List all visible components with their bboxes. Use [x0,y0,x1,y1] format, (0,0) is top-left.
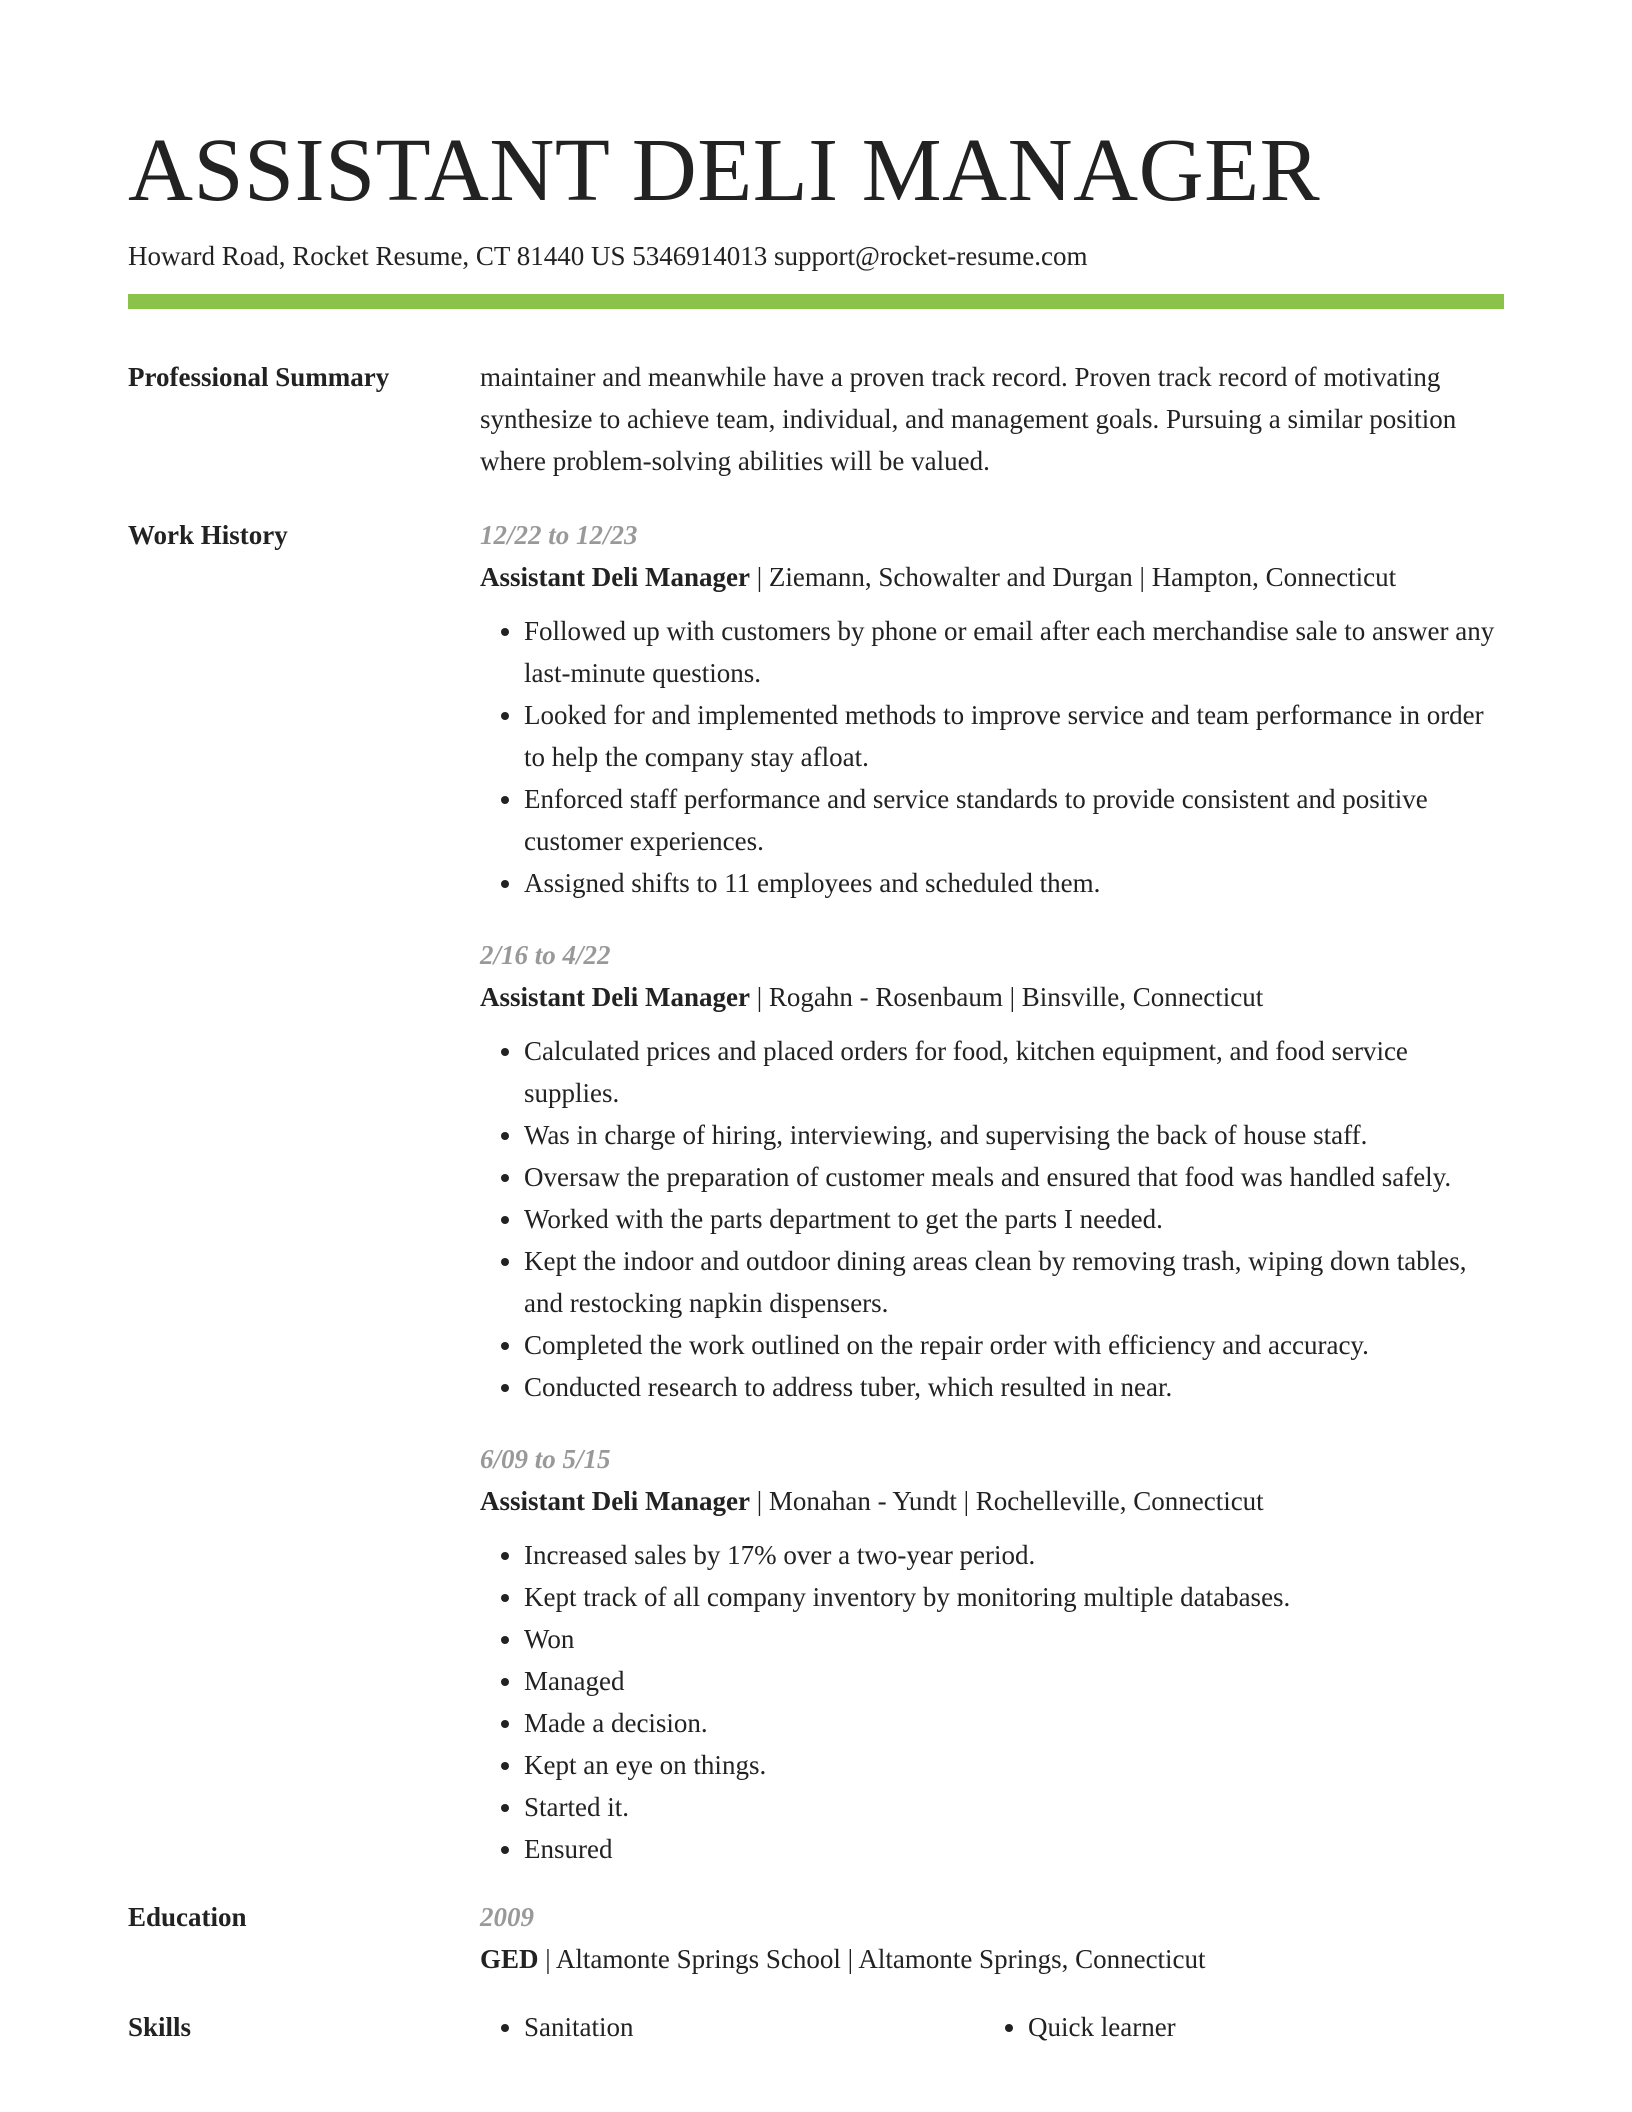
bullet-item: • Looked for and implemented methods to improve service and team performance in order to help the company stay afloat. [524,694,1504,778]
education-details: | Altamonte Springs School | Altamonte Springs, Connecticut [538,1944,1206,1974]
skills-label: Skills [128,2012,192,2042]
job-dates: 12/22 to 12/23 [480,520,638,550]
bullet-item: • Worked with the parts department to get the parts I needed. [524,1198,1504,1240]
bullet-item: • Assigned shifts to 11 employees and scheduled them. [524,862,1504,904]
job-heading [480,1480,1504,1522]
bullet-item: • Oversaw the preparation of customer meals and ensured that food was handled safely. [524,1156,1504,1198]
education-heading [480,1938,1504,1980]
bullet-item: • Completed the work outlined on the repair order with efficiency and accuracy. [524,1324,1504,1366]
job-bullets [480,1030,1504,1408]
skill-item: • Sanitation [524,2006,984,2048]
bullet-item: • Kept the indoor and outdoor dining areas clean by removing trash, wiping down tables, and restocking napkin dispensers. [524,1240,1504,1324]
education-degree: GED [480,1944,539,1974]
job-bullets [480,610,1504,904]
bullet-item: • Made a decision. [524,1702,1504,1744]
accent-divider [128,294,1504,309]
education-body [480,1896,1504,1980]
job-heading [480,556,1504,598]
job-title: Assistant Deli Manager [480,562,750,592]
bullet-item: • Enforced staff performance and service standards to provide consistent and positive customer experiences. [524,778,1504,862]
job-title: Assistant Deli Manager [480,1486,750,1516]
resume-name: ASSISTANT DELI MANAGER [128,121,1321,220]
job-details: | Monahan - Yundt | Rochelleville, Connecticut [749,1486,1264,1516]
job-details: | Ziemann, Schowalter and Durgan | Hampton, Connecticut [749,562,1397,592]
work-history-label: Work History [128,520,288,550]
skills-body [480,2006,1504,2048]
skills-column-2 [984,2006,1488,2048]
job-entry [480,1438,1504,1870]
education-year: 2009 [480,1902,534,1932]
bullet-item: • Managed [524,1660,1504,1702]
bullet-item: • Conducted research to address tuber, which resulted in near. [524,1366,1504,1408]
bullet-item: • Ensured [524,1828,1504,1870]
summary-text: maintainer and meanwhile have a proven track record. Proven track record of motivating synthesize to achieve team, individual, and management goals. Pursuing a similar position where problem-solving abilities will be valued. [480,362,1457,476]
job-bullets [480,1534,1504,1870]
bullet-item: • Won [524,1618,1504,1660]
job-details: | Rogahn - Rosenbaum | Binsville, Connecticut [749,982,1264,1012]
work-history-section [128,514,1504,1870]
bullet-item: • Kept an eye on things. [524,1744,1504,1786]
summary-label: Professional Summary [128,362,390,392]
contact-line: Howard Road, Rocket Resume, CT 81440 US 5346914013 support@rocket-resume.com [128,241,1088,271]
bullet-item: • Kept track of all company inventory by monitoring multiple databases. [524,1576,1504,1618]
job-entry [480,514,1504,904]
skills-section [128,2006,1504,2048]
resume-page [128,118,1504,2048]
job-dates: 2/16 to 4/22 [480,940,611,970]
job-title: Assistant Deli Manager [480,982,750,1012]
bullet-item: • Started it. [524,1786,1504,1828]
job-heading [480,976,1504,1018]
work-history-body [480,514,1504,1870]
job-entry [480,934,1504,1408]
education-section [128,1896,1504,1980]
skills-column-1 [480,2006,984,2048]
bullet-item: • Calculated prices and placed orders for food, kitchen equipment, and food service supplies. [524,1030,1504,1114]
bullet-item: • Was in charge of hiring, interviewing, and supervising the back of house staff. [524,1114,1504,1156]
education-label: Education [128,1902,247,1932]
bullet-item: • Followed up with customers by phone or email after each merchandise sale to answer any last-minute questions. [524,610,1504,694]
job-dates: 6/09 to 5/15 [480,1444,611,1474]
bullet-item: • Increased sales by 17% over a two-year period. [524,1534,1504,1576]
summary-section [128,356,1504,482]
skill-item: • Quick learner [1028,2006,1488,2048]
